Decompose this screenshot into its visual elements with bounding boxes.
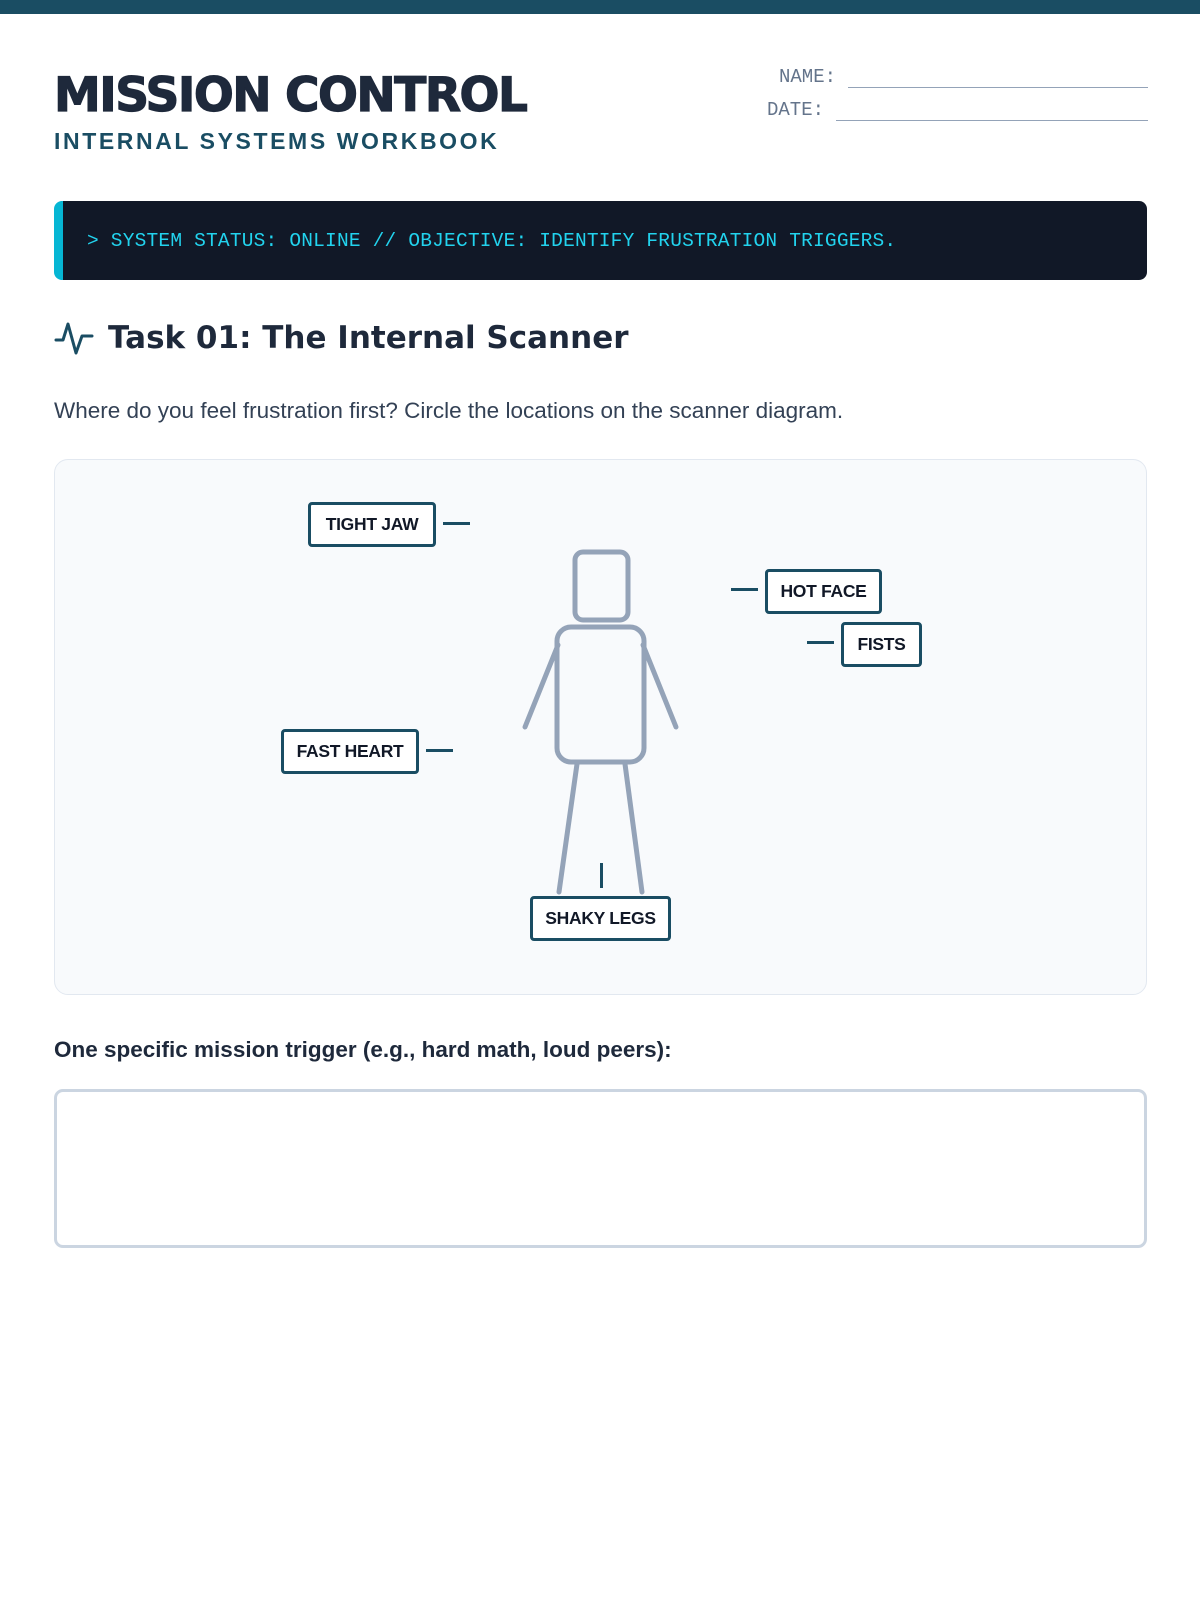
connector-fast-heart: [426, 749, 453, 752]
connector-hot-face: [731, 588, 758, 591]
figure-right-arm: [643, 645, 676, 727]
label-tight-jaw[interactable]: TIGHT JAW: [308, 502, 436, 547]
connector-tight-jaw: [443, 522, 470, 525]
page-title: MISSION CONTROL: [54, 68, 527, 123]
top-accent-bar: [0, 0, 1200, 14]
figure-right-leg: [625, 764, 642, 892]
system-status-text: > SYSTEM STATUS: ONLINE // OBJECTIVE: IDENTIFY FRUSTRATION TRIGGERS.: [87, 229, 897, 252]
trigger-question-label: One specific mission trigger (e.g., hard math, loud peers):: [54, 1037, 672, 1062]
name-field: [779, 66, 1148, 88]
system-status-banner: [54, 201, 1147, 280]
task-heading: [54, 318, 629, 358]
date-blank-line[interactable]: [836, 103, 1148, 121]
trigger-answer-field[interactable]: [54, 1089, 1147, 1248]
task-title: Task 01: The Internal Scanner: [108, 320, 629, 356]
figure-left-arm: [525, 645, 558, 727]
label-fists[interactable]: FISTS: [841, 622, 922, 667]
scanner-diagram: [54, 459, 1147, 995]
pulse-icon: [54, 318, 94, 358]
connector-shaky-legs: [600, 863, 603, 888]
figure-torso: [557, 627, 644, 762]
label-hot-face[interactable]: HOT FACE: [765, 569, 882, 614]
label-fast-heart[interactable]: FAST HEART: [281, 729, 419, 774]
label-shaky-legs[interactable]: SHAKY LEGS: [530, 896, 671, 941]
page-subtitle: INTERNAL SYSTEMS WORKBOOK: [54, 128, 500, 154]
task-instructions: Where do you feel frustration first? Circle the locations on the scanner diagram.: [54, 398, 844, 423]
figure-left-leg: [559, 764, 577, 892]
connector-fists: [807, 641, 834, 644]
name-label: NAME:: [778, 66, 836, 88]
name-blank-line[interactable]: [848, 70, 1148, 88]
figure-head: [575, 552, 628, 620]
date-field: [767, 99, 1148, 121]
date-label: DATE:: [766, 99, 824, 121]
